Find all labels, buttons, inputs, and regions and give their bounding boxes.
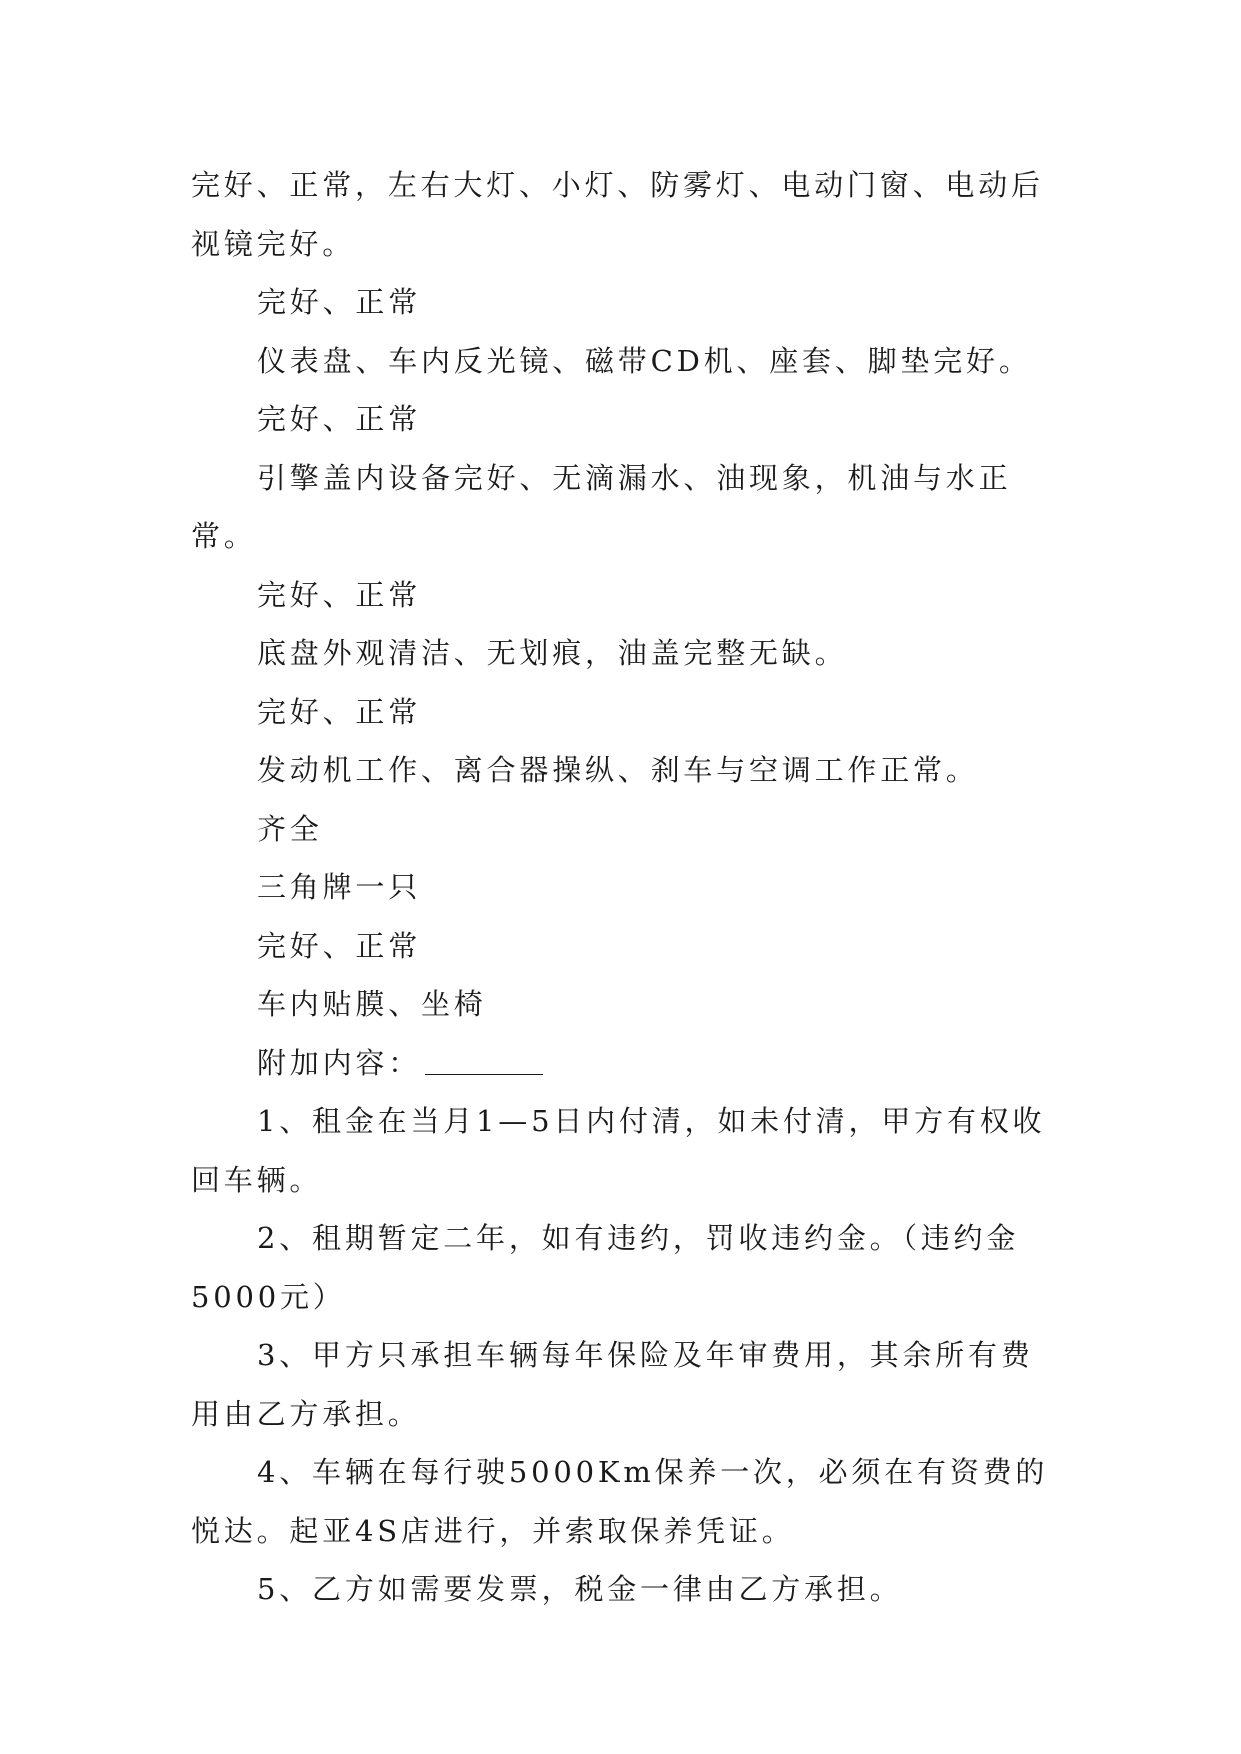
paragraph-status: 完好、正常 bbox=[257, 285, 422, 319]
paragraph-status: 完好、正常 bbox=[257, 694, 422, 729]
paragraph-engine-hood: 引擎盖内设备完好、无滴漏水、油现象，机油与水正常。 bbox=[191, 460, 1012, 553]
paragraph-dashboard: 仪表盘、车内反光镜、磁带CD机、座套、脚垫完好。 bbox=[257, 343, 1032, 378]
document-body bbox=[191, 156, 1061, 1619]
paragraph-complete: 齐全 bbox=[257, 811, 323, 846]
additional-content-line bbox=[191, 1034, 1061, 1093]
clause-4: 4、车辆在每行驶5000Km保养一次，必须在有资费的悦达。起亚4S店进行，并索取保养凭证。 bbox=[191, 1455, 1049, 1548]
clause-5: 5、乙方如需要发票，税金一律由乙方承担。 bbox=[257, 1572, 903, 1606]
additional-content-label: 附加内容： bbox=[257, 1045, 422, 1080]
clause-1: 1、租金在当月1—5日内付清，如未付清，甲方有权收回车辆。 bbox=[191, 1104, 1046, 1197]
additional-content-blank bbox=[425, 1040, 543, 1075]
clause-3: 3、甲方只承担车辆每年保险及年审费用，其余所有费用由乙方承担。 bbox=[191, 1338, 1034, 1431]
paragraph-triangle-sign: 三角牌一只 bbox=[257, 870, 422, 904]
clause-2: 2、租期暂定二年，如有违约，罚收违约金。（违约金5000元） bbox=[191, 1221, 1020, 1314]
paragraph-lights: 完好、正常，左右大灯、小灯、防雾灯、电动门窗、电动后视镜完好。 bbox=[191, 168, 1044, 261]
paragraph-status: 完好、正常 bbox=[257, 402, 422, 436]
paragraph-status: 完好、正常 bbox=[257, 928, 422, 963]
paragraph-engine-work: 发动机工作、离合器操纵、刹车与空调工作正常。 bbox=[257, 753, 979, 787]
paragraph-status: 完好、正常 bbox=[257, 577, 422, 612]
paragraph-film-seats: 车内贴膜、坐椅 bbox=[257, 987, 487, 1021]
paragraph-chassis: 底盘外观清洁、无划痕，油盖完整无缺。 bbox=[257, 636, 848, 670]
